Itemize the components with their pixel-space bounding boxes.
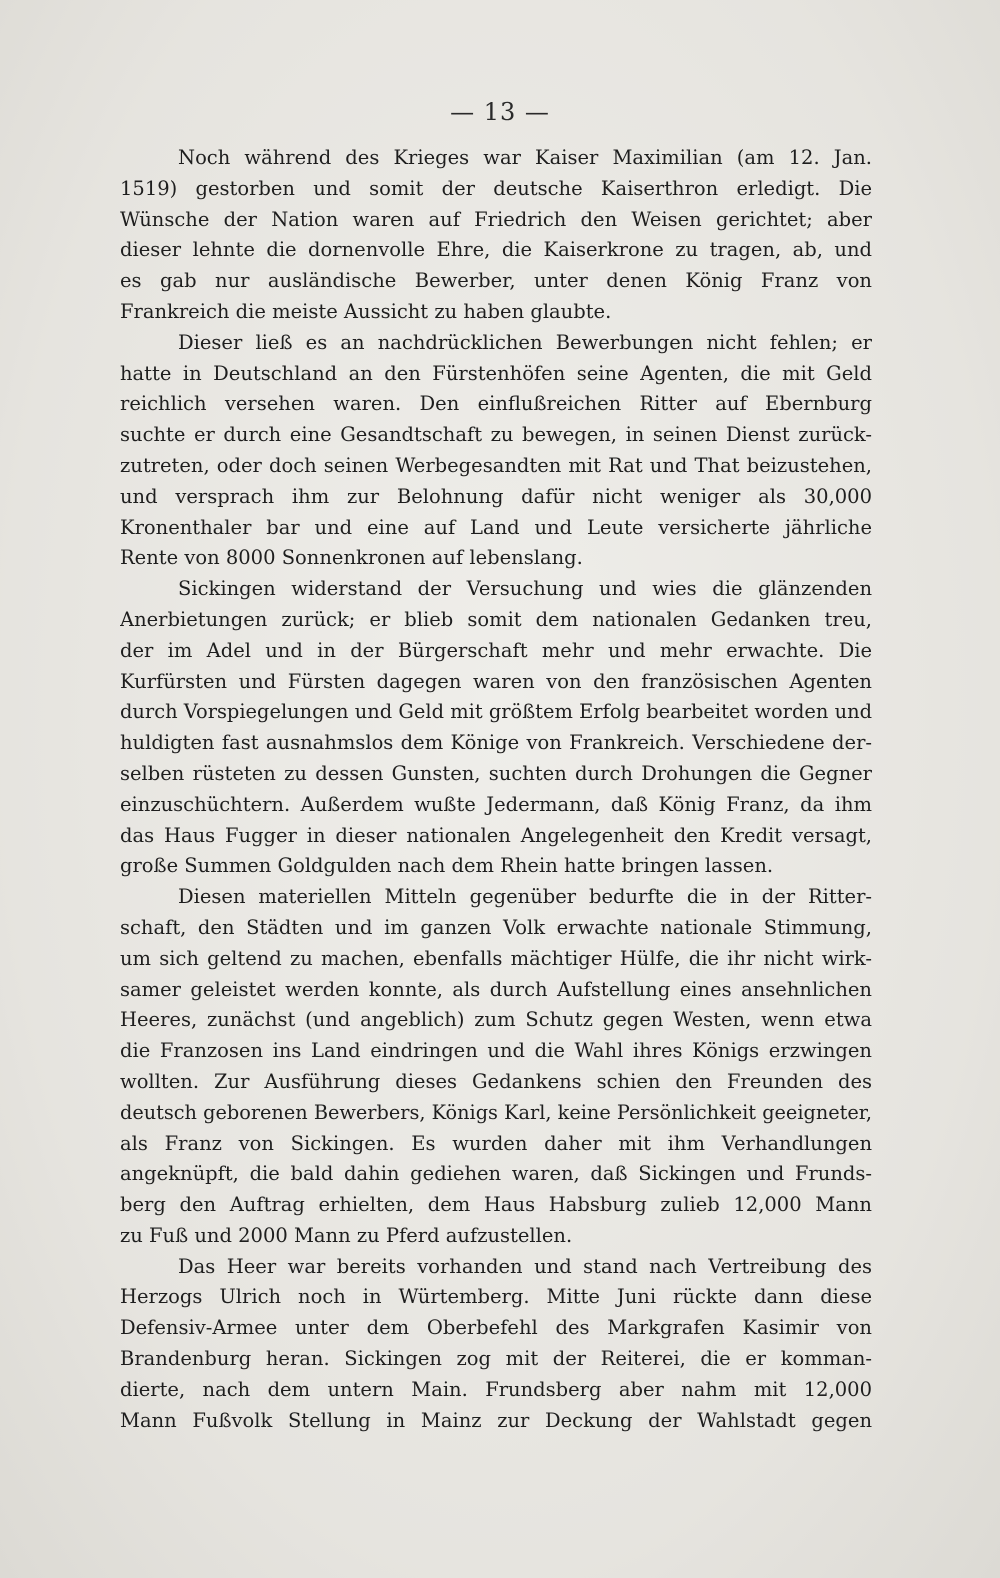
text-line: wollten. Zur Ausführung dieses Gedankens schien den Freunden des [120, 1069, 872, 1093]
text-line: Frankreich die meiste Aussicht zu haben glaubte. [120, 299, 612, 323]
text-line: Mann Fußvolk Stellung in Mainz zur Deckung der Wahlstadt gegen [120, 1408, 872, 1432]
text-line: selben rüsteten zu dessen Gunsten, suchten durch Drohungen die Gegner [120, 761, 872, 785]
text-line: große Summen Goldgulden nach dem Rhein hatte bringen lassen. [120, 854, 774, 878]
text-line: samer geleistet werden konnte, als durch Aufstellung eines ansehnlichen [120, 977, 872, 1001]
body-text [120, 143, 872, 1436]
text-line: dierte, nach dem untern Main. Frundsberg aber nahm mit 12,000 [120, 1377, 872, 1401]
text-line: 1519) gestorben und somit der deutsche Kaiserthron erledigt. Die [120, 176, 872, 200]
text-line: Das Heer war bereits vorhanden und stand nach Vertreibung des [178, 1254, 872, 1278]
text-line: schaft, den Städten und im ganzen Volk erwachte nationale Stimmung, [120, 915, 872, 939]
text-line: berg den Auftrag erhielten, dem Haus Habsburg zulieb 12,000 Mann [120, 1193, 872, 1217]
paragraph [120, 1252, 872, 1437]
text-line: Dieser ließ es an nachdrücklichen Bewerbungen nicht fehlen; er [178, 330, 872, 354]
text-line: huldigten fast ausnahmslos dem Könige von Frankreich. Verschiedene der- [120, 731, 872, 755]
text-line: Defensiv-Armee unter dem Oberbefehl des Markgrafen Kasimir von [120, 1316, 872, 1340]
text-line: einzuschüchtern. Außerdem wußte Jedermann, daß König Franz, da ihm [120, 792, 872, 816]
text-line: hatte in Deutschland an den Fürstenhöfen seine Agenten, die mit Geld [120, 361, 872, 385]
paragraph [120, 143, 872, 328]
text-line: das Haus Fugger in dieser nationalen Angelegenheit den Kredit versagt, [120, 823, 872, 847]
text-line: Herzogs Ulrich noch in Würtemberg. Mitte Juni rückte dann diese [120, 1285, 872, 1309]
paragraph [120, 882, 872, 1252]
text-line: die Franzosen ins Land eindringen und die Wahl ihres Königs erzwingen [120, 1039, 872, 1063]
text-line: Kurfürsten und Fürsten dagegen waren von den französischen Agenten [120, 669, 872, 693]
text-line: reichlich versehen waren. Den einflußreichen Ritter auf Ebernburg [120, 392, 872, 416]
text-line: Heeres, zunächst (und angeblich) zum Schutz gegen Westen, wenn etwa [120, 1008, 872, 1032]
text-line: Kronenthaler bar und eine auf Land und Leute versicherte jährliche [120, 515, 872, 539]
text-line: Anerbietungen zurück; er blieb somit dem nationalen Gedanken treu, [120, 607, 872, 631]
text-line: zutreten, oder doch seinen Werbegesandten mit Rat und That beizustehen, [120, 453, 872, 477]
text-line: der im Adel und in der Bürgerschaft mehr und mehr erwachte. Die [120, 638, 872, 662]
paragraph [120, 328, 872, 574]
text-line: Sickingen widerstand der Versuchung und wies die glänzenden [178, 577, 872, 601]
text-line: es gab nur ausländische Bewerber, unter denen König Franz von [120, 269, 872, 293]
text-line: Rente von 8000 Sonnenkronen auf lebenslang. [120, 546, 583, 570]
text-line: durch Vorspiegelungen und Geld mit größtem Erfolg bearbeitet worden und [120, 700, 872, 724]
text-line: dieser lehnte die dornenvolle Ehre, die Kaiserkrone zu tragen, ab, und [120, 238, 872, 262]
paragraph [120, 574, 872, 882]
text-line: Diesen materiellen Mitteln gegenüber bedurfte die in der Ritter- [178, 885, 872, 909]
text-line: suchte er durch eine Gesandtschaft zu bewegen, in seinen Dienst zurück- [120, 423, 872, 447]
page-number: — 13 — [450, 98, 550, 126]
text-line: als Franz von Sickingen. Es wurden daher mit ihm Verhandlungen [120, 1131, 872, 1155]
text-line: um sich geltend zu machen, ebenfalls mächtiger Hülfe, die ihr nicht wirk- [120, 946, 872, 970]
text-line: deutsch geborenen Bewerbers, Königs Karl, keine Persönlichkeit geeigneter, [120, 1100, 872, 1124]
text-line: Brandenburg heran. Sickingen zog mit der Reiterei, die er komman- [120, 1347, 872, 1371]
text-line: Wünsche der Nation waren auf Friedrich den Weisen gerichtet; aber [120, 207, 872, 231]
text-line: angeknüpft, die bald dahin gediehen waren, daß Sickingen und Frunds- [120, 1162, 872, 1186]
text-line: zu Fuß und 2000 Mann zu Pferd aufzustellen. [120, 1223, 573, 1247]
text-line: Noch während des Krieges war Kaiser Maximilian (am 12. Jan. [178, 146, 872, 169]
text-line: und versprach ihm zur Belohnung dafür nicht weniger als 30,000 [120, 484, 872, 508]
